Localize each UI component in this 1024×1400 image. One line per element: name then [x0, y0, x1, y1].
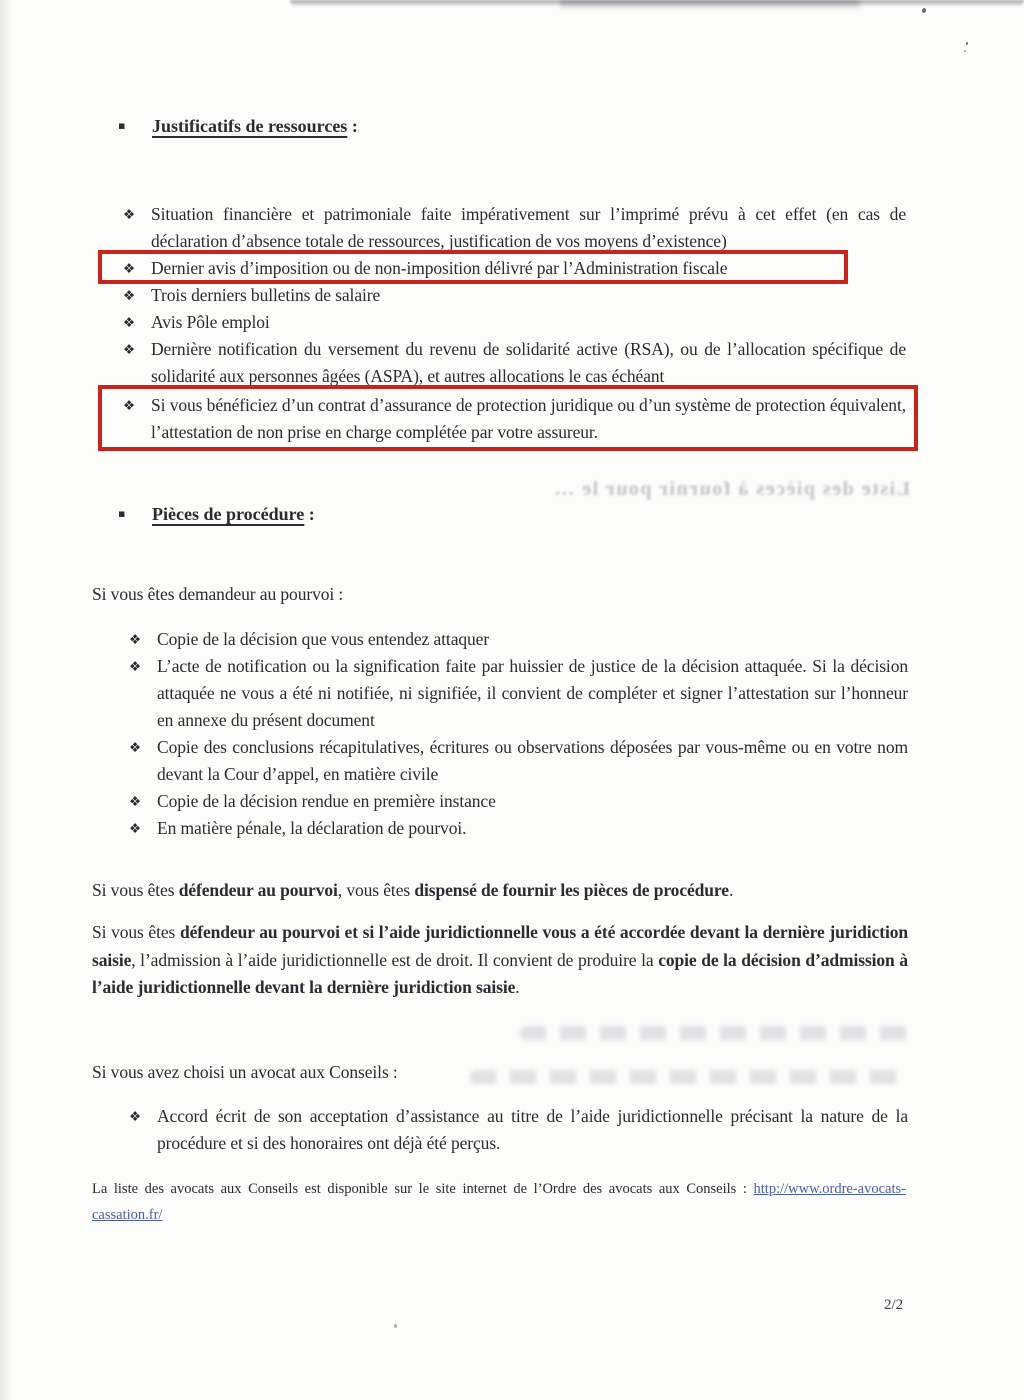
list-item [128, 815, 908, 842]
list-item-text: Copie de la décision rendue en première instance [157, 791, 496, 811]
heading-colon: : [351, 116, 358, 136]
list-item [128, 653, 908, 734]
section-heading-label: Pièces de procédure [152, 504, 305, 524]
diamond-bullet-icon: ❖ [123, 315, 136, 331]
list-item-text: En matière pénale, la déclaration de pourvoi. [157, 818, 467, 838]
scan-speck [921, 7, 926, 13]
para-text: . [515, 977, 520, 997]
page-number: 2/2 [884, 1297, 904, 1313]
para-text: . [728, 880, 734, 900]
list-item [122, 336, 906, 390]
intro-demandeur: Si vous êtes demandeur au pourvoi : [92, 584, 344, 604]
para-text: , vous êtes [337, 880, 415, 900]
list-item-text: Copie des conclusions récapitulatives, écritures ou observations déposées par vous-même ou en votre nom devant la Cour d’appel, en matière civile [157, 737, 908, 784]
intro-avocat: Si vous avez choisi un avocat aux Conseils : [92, 1062, 398, 1082]
square-bullet-icon: ▪ [118, 119, 126, 132]
para-text: , l’admission à l’aide juridictionnelle est de droit. Il convient de produire la [131, 949, 659, 970]
diamond-bullet-icon: ❖ [129, 821, 142, 837]
list-item [122, 309, 906, 336]
para-defendeur-aj [92, 919, 908, 1002]
list-item [128, 1103, 908, 1157]
diamond-bullet-icon: ❖ [129, 632, 142, 648]
list-item-text: Copie de la décision que vous entendez attaquer [157, 629, 490, 649]
para-text-bold: copie de la décision d’admission à l’aide juridictionnelle devant la dernière juridiction saisie [92, 949, 908, 997]
list-item [128, 734, 908, 788]
square-bullet-icon: ▪ [118, 507, 126, 520]
diamond-bullet-icon: ❖ [129, 740, 142, 756]
diamond-bullet-icon: ❖ [129, 659, 142, 675]
list-item [122, 201, 906, 255]
list-item-text: Dernier avis d’imposition ou de non-imposition délivré par l’Administration fiscale [151, 258, 728, 278]
list-item-text: Situation financière et patrimoniale faite impérativement sur l’imprimé prévu à cet effet (en cas de déclaration d’absence totale de ressources, justification de vos moyens d’existence) [151, 204, 906, 251]
scan-speck [964, 50, 966, 52]
ressources-list [122, 201, 906, 446]
diamond-bullet-icon: ❖ [129, 794, 142, 810]
procedure-list [128, 626, 908, 842]
section-heading-justificatifs [118, 116, 358, 137]
avocat-list [128, 1103, 908, 1157]
footer-text: La liste des avocats aux Conseils est disponible sur le site internet de l’Ordre des avocats aux Conseils : [92, 1181, 754, 1197]
ordre-avocats-link[interactable]: http://www.ordre-avocats-cassation.fr/ [92, 1181, 906, 1223]
list-item-highlighted [122, 392, 906, 446]
section-heading-procedure [118, 504, 315, 525]
list-item [128, 788, 908, 815]
section-heading-label: Justificatifs de ressources [152, 116, 348, 136]
diamond-bullet-icon: ❖ [123, 398, 136, 414]
list-item-text: Dernière notification du versement du revenu de solidarité active (RSA), ou de l’allocation spécifique de solidarité aux personnes âgées (ASPA), et autres allocations le cas échéant [151, 339, 906, 386]
diamond-bullet-icon: ❖ [123, 342, 136, 358]
para-text-bold: défendeur au pourvoi [178, 880, 338, 900]
list-item-text: Avis Pôle emploi [151, 312, 270, 332]
list-item-text: Si vous bénéficiez d’un contrat d’assurance de protection juridique ou d’un système de protection équivalent, l’attestation de non prise en charge complétée par votre assureur. [151, 395, 906, 442]
diamond-bullet-icon: ❖ [123, 261, 136, 277]
list-item-highlighted [122, 255, 906, 282]
diamond-bullet-icon: ❖ [123, 288, 136, 304]
scan-speck [394, 1324, 397, 1328]
scan-edge-shadow [0, 0, 12, 1400]
bleedthrough-text: Liste des pièces à fournir pour le … [552, 478, 910, 500]
list-item [122, 282, 906, 309]
scan-edge-smudge [560, 0, 860, 10]
para-text-bold: défendeur au pourvoi et si l’aide juridictionnelle vous a été accordée devant la dernière juridiction saisie [92, 922, 908, 970]
para-text: Si vous êtes [92, 922, 180, 942]
diamond-bullet-icon: ❖ [123, 207, 136, 223]
para-defendeur [92, 877, 912, 905]
list-item [128, 626, 908, 653]
list-item-text: Accord écrit de son acceptation d’assistance au titre de l’aide juridictionnelle précisant la nature de la procédure et si des honoraires ont déjà été perçus. [157, 1106, 908, 1153]
scan-speck [966, 42, 968, 45]
para-text-bold: dispensé de fournir les pièces de procédure [414, 880, 729, 900]
bleedthrough-smudge [520, 1026, 920, 1040]
para-text: Si vous êtes [92, 880, 179, 900]
list-item-text: Trois derniers bulletins de salaire [151, 285, 381, 305]
heading-colon: : [308, 504, 315, 524]
footer-note [92, 1176, 906, 1228]
diamond-bullet-icon: ❖ [129, 1109, 142, 1125]
list-item-text: L’acte de notification ou la signification faite par huissier de justice de la décision attaquée. Si la décision attaquée ne vous a été ni notifiée, ni signifiée, il convient de compléter et signer l’attestation sur l’honneur en annexe du présent document [157, 656, 908, 730]
